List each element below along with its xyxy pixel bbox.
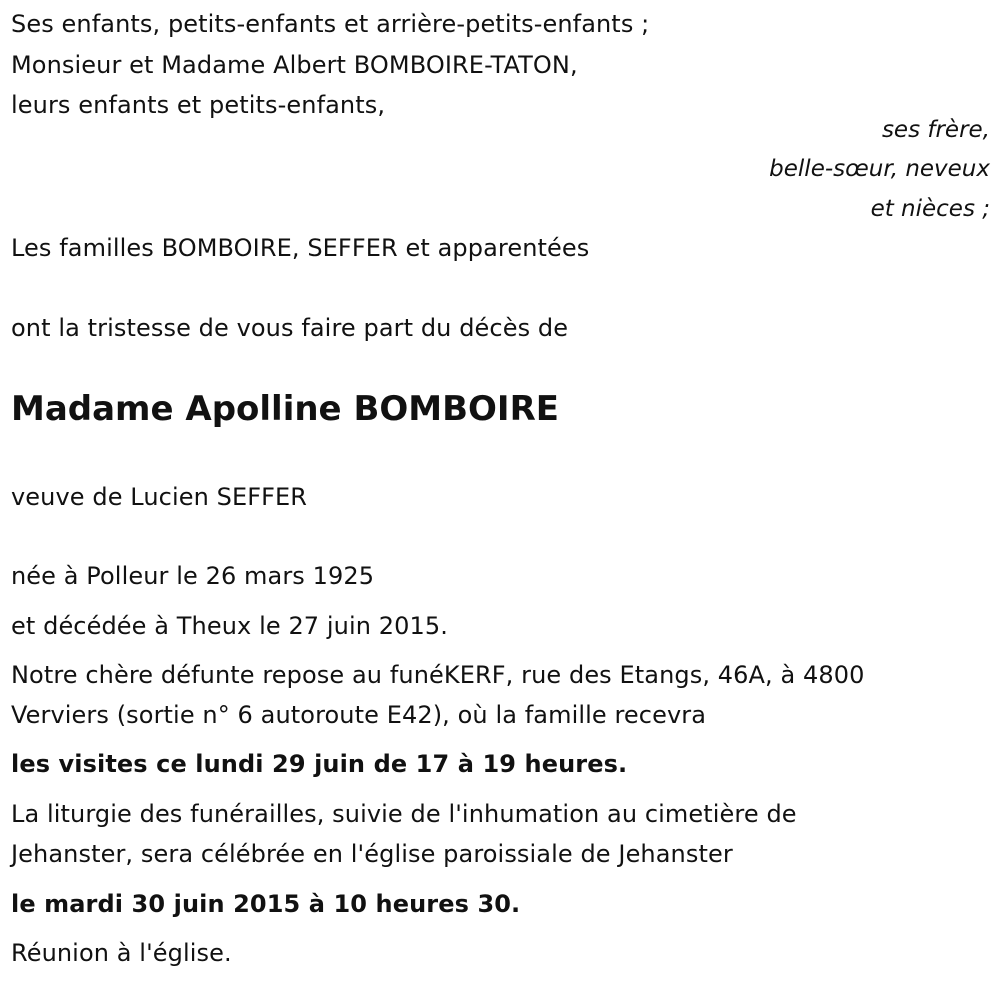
- deceased-name: Madame Apolline BOMBOIRE: [11, 389, 559, 429]
- funeral-line-1: La liturgie des funérailles, suivie de l'inhumation au cimetière de: [11, 800, 797, 828]
- family-line-albert: Monsieur et Madame Albert BOMBOIRE-TATON,: [11, 51, 578, 79]
- family-right-nieces: et nièces ;: [870, 196, 990, 222]
- birth-text: née à Polleur le 26 mars 1925: [11, 562, 375, 590]
- widow-of-text: veuve de Lucien SEFFER: [11, 483, 308, 511]
- family-line-families: Les familles BOMBOIRE, SEFFER et apparentées: [11, 234, 590, 262]
- family-right-inlaws: belle-sœur, neveux: [769, 156, 990, 182]
- announcement-text: ont la tristesse de vous faire part du décès de: [11, 314, 569, 342]
- meeting-text: Réunion à l'église.: [11, 939, 232, 967]
- visitation-line-1: Notre chère défunte repose au funéKERF, rue des Etangs, 46A, à 4800: [11, 661, 865, 689]
- family-line-children: Ses enfants, petits-enfants et arrière-petits-enfants ;: [11, 10, 650, 38]
- death-text: et décédée à Theux le 27 juin 2015.: [11, 612, 448, 640]
- funeral-datetime: le mardi 30 juin 2015 à 10 heures 30.: [11, 890, 521, 918]
- funeral-line-2: Jehanster, sera célébrée en l'église paroissiale de Jehanster: [11, 840, 733, 868]
- family-right-siblings: ses frère,: [881, 117, 990, 143]
- visitation-line-2: Verviers (sortie n° 6 autoroute E42), où la famille recevra: [11, 701, 707, 729]
- visitation-times: les visites ce lundi 29 juin de 17 à 19 heures.: [11, 750, 628, 778]
- family-line-grandchildren: leurs enfants et petits-enfants,: [11, 91, 386, 119]
